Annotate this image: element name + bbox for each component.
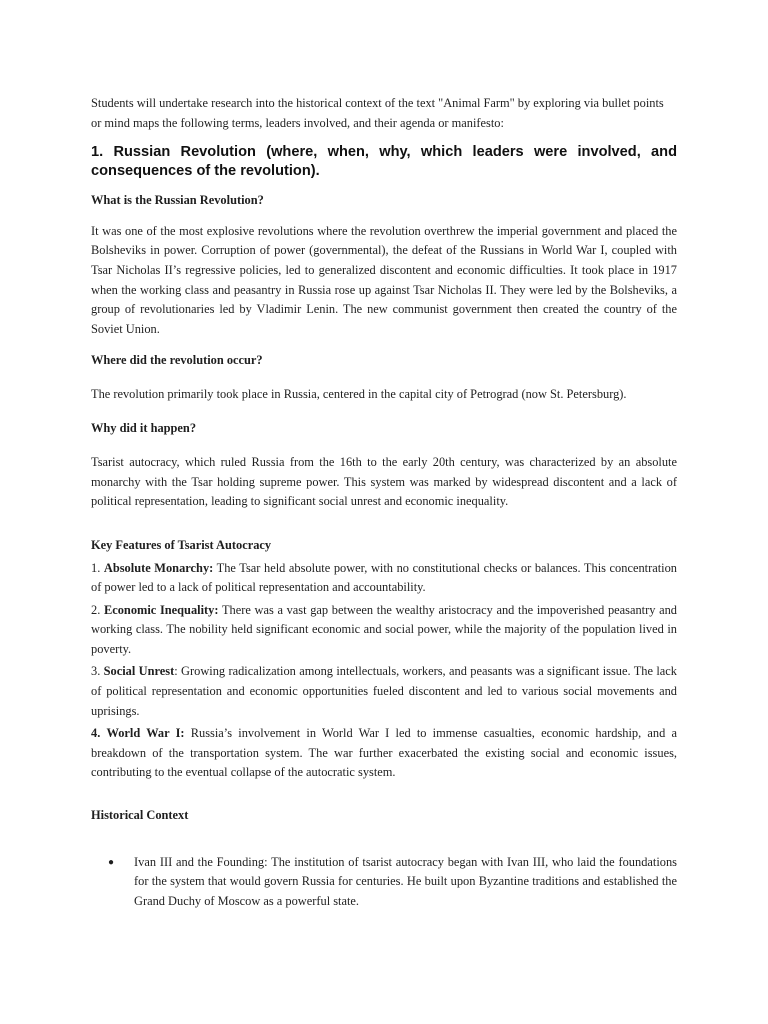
feature-item [91,724,677,783]
list-item [108,853,677,912]
feature-item [91,662,677,721]
feature-item [91,601,677,660]
answer-what: It was one of the most explosive revolutions where the revolution overthrew the imperial government and placed the Bolsheviks in power. Corruption of power (governmental), the defeat of the Russians in World War I, coupled with Tsar Nicholas II’s regressive policies, led to generalized discontent and economic difficulties. It took place in 1917 when the working class and peasantry in Russia rose up against Tsar Nicholas II. They were led by the Bolsheviks, a group of revolutionaries led by Vladimir Lenin. The new communist government then created the country of the Soviet Union. [91,223,677,336]
feature-number: 3. [91,664,101,679]
feature-title: World War I: [106,726,185,741]
feature-title: Absolute Monarchy: [103,560,214,575]
answer-where: The revolution primarily took place in Russia, centered in the capital city of Petrograd (now St. Petersburg). [91,386,627,401]
feature-text: Russia’s involvement in World War I led to immense casualties, economic hardship, and a breakdown of the transportation system. The war further exacerbated the existing social and economic issues, contributing to the eventual collapse of the autocratic system. [91,726,677,780]
feature-number: 1. [91,560,101,575]
list-item-text: Ivan III and the Founding: The institution of tsarist autocracy began with Ivan III, who laid the foundations for the system that would govern Russia for centuries. He built upon Byzantine traditions and established the Grand Duchy of Moscow as a powerful state. [134,854,677,908]
bullet-icon: ● [108,856,115,868]
feature-item [91,559,677,598]
feature-number: 4. [91,726,101,741]
feature-number: 2. [91,602,101,617]
feature-text: : Growing radicalization among intellectuals, workers, and peasants was a significant issue. The lack of political representation and economic opportunities fueled discontent and led to various social movements and uprisings. [91,664,677,718]
context-list [91,853,677,912]
answer-why: Tsarist autocracy, which ruled Russia from the 16th to the early 20th century, was characterized by an absolute monarchy with the Tsar holding supreme power. This system was marked by widespread discontent and a lack of political representation, leading to significant social unrest and economic inequality. [91,455,677,509]
feature-text: There was a vast gap between the wealthy aristocracy and the impoverished peasantry and working class. The nobility held significant economic and social power, while the majority of the population lived in poverty. [91,602,677,656]
context-heading: Historical Context [91,808,189,823]
question-where: Where did the revolution occur? [91,353,263,368]
features-heading: Key Features of Tsarist Autocracy [91,537,272,552]
feature-text: The Tsar held absolute power, with no constitutional checks or balances. This concentration of power led to a lack of political representation and accountability. [91,560,677,595]
intro-paragraph: Students will undertake research into the historical context of the text "Animal Farm" by exploring via bullet points or mind maps the following terms, leaders involved, and their agenda or manifesto: [91,96,664,130]
section-heading: 1. Russian Revolution (where, when, why, which leaders were involved, and consequences of the revolution). [91,144,677,180]
feature-title: Social Unrest [103,664,175,679]
question-what: What is the Russian Revolution? [91,193,264,208]
feature-title: Economic Inequality: [103,602,219,617]
question-why: Why did it happen? [91,420,197,435]
